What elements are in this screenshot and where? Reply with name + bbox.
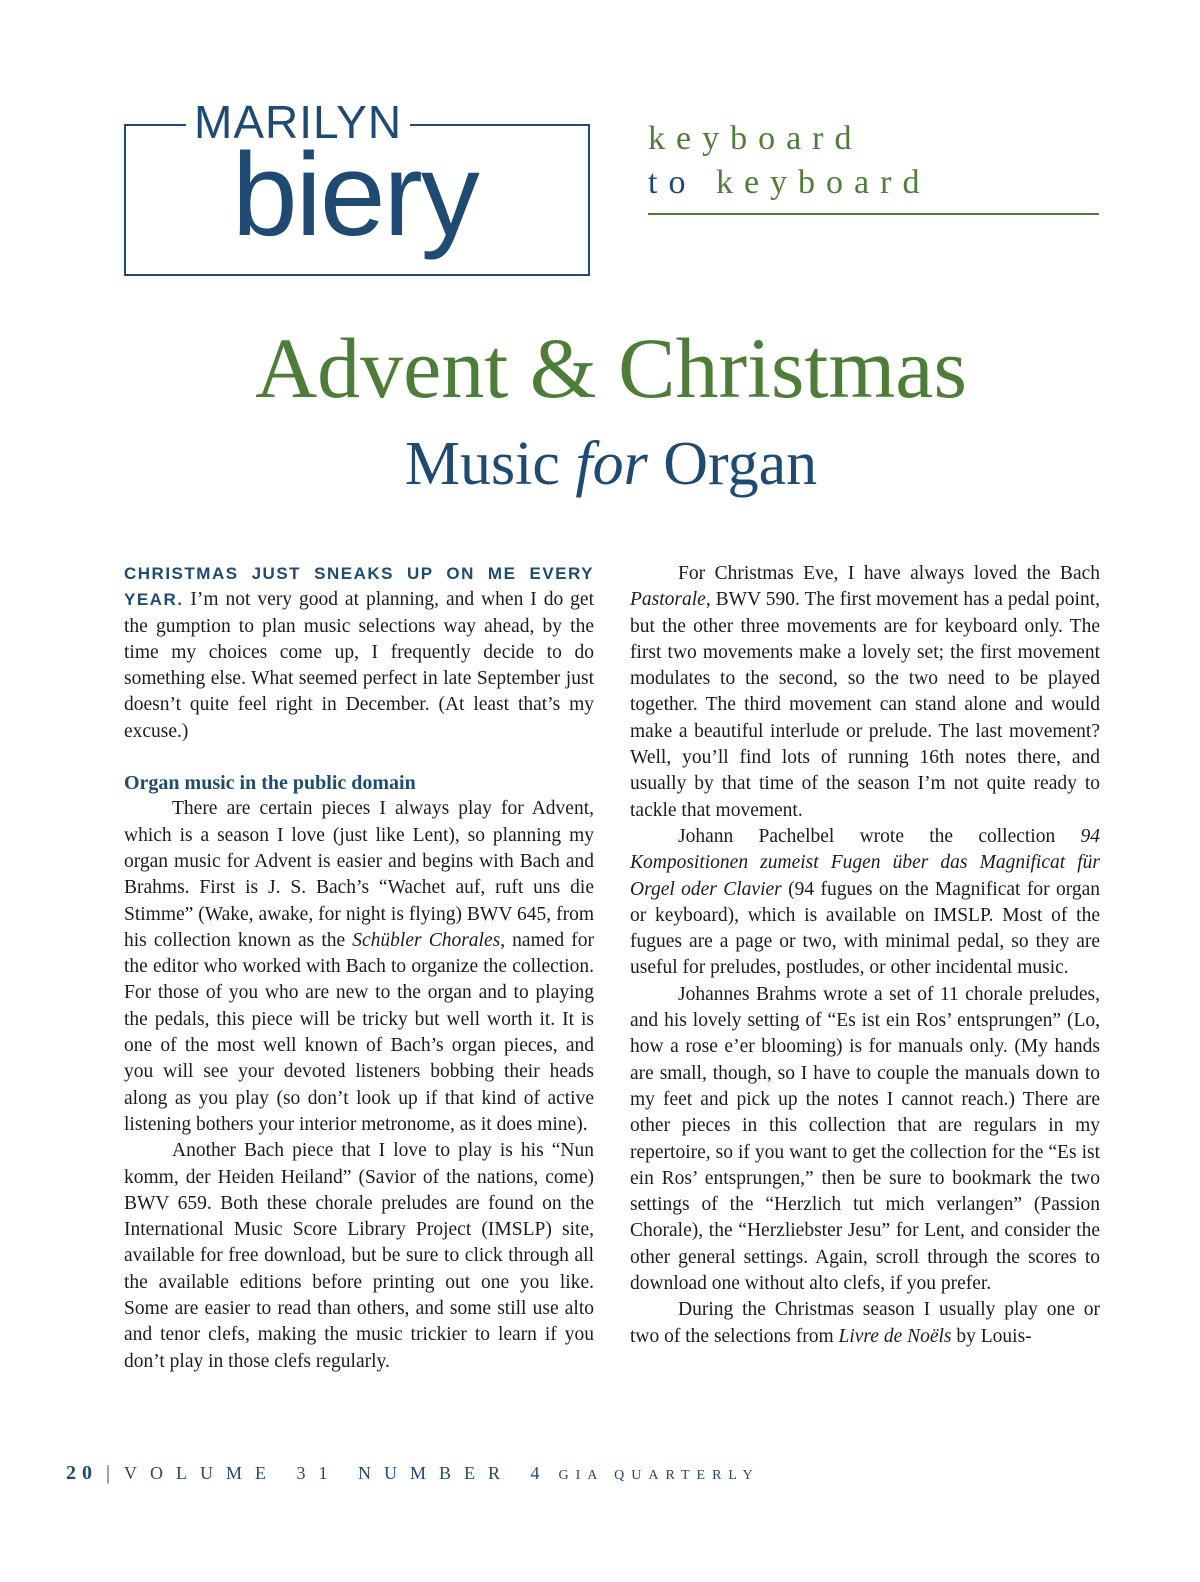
column-name-rest: keyboard (715, 164, 931, 201)
paragraph-text: There are certain pieces I always play for Advent, which is a season I love (just like Lent), so planning my organ music for Advent is easier and begins with Bach and Brahms. First is J. S. Bach’s “Wachet auf, ruft uns die Stimme” (Wake, awake, for night is flying) BWV 645, from his collection known as the (124, 798, 594, 951)
footer-separator: | (106, 1462, 111, 1484)
paragraph-text: During the Christmas season I usually play one or two of the selections from (630, 1299, 1100, 1347)
column-name-line2 (648, 164, 930, 202)
publication-name: GIA QUARTERLY (558, 1468, 760, 1483)
italic-title: Pastorale (630, 589, 706, 611)
column-name-lead: to (648, 164, 697, 201)
paragraph-text: , BWV 590. The first movement has a pedal point, but the other three movements are for keyboard only. The first two movements make a lovely set; the first movement modulates to the second, so the two need to be played together. The third movement can stand alone and would make a beautiful interlude or prelude. The last movement? Well, you’ll find lots of running 16th notes there, and usually by that time of the season I’m not quite ready to tackle that movement. (630, 589, 1100, 821)
paragraph (630, 824, 1100, 982)
volume-info: VOLUME 31 NUMBER 4 (124, 1463, 553, 1483)
lede: CHRISTMAS JUST SNEAKS UP ON ME EVERY YEAR. (124, 564, 594, 610)
article-title: Advent & Christmas (255, 320, 967, 416)
paragraph-text: For Christmas Eve, I have always loved the Bach (678, 563, 1100, 584)
author-first-name: MARILYN (186, 96, 410, 148)
italic-title: Schübler Chorales (352, 929, 501, 951)
paragraph: Johannes Brahms wrote a set of 11 chorale preludes, and his lovely setting of “Es ist ein Ros’ entsprungen” (Lo, how a rose e’er blooming) is for manuals only. (My hands are small, though, so I have to couple the manuals down to my feet and pick up the notes I cannot reach.) There are other pieces in this collection that are regulars in my repertoire, so if you want to get the collection for the “Es ist ein Ros’ entsprungen,” then be sure to bookmark the two settings of the “Herzlich tut mich verlangen” (Passion Chorale), the “Herzliebster Jesu” for Lent, and consider the other general settings. Again, scroll through the scores to download one without alto clefs, if you prefer. (630, 983, 1100, 1295)
paragraph-text: (94 fugues on the Magnificat for organ or keyboard), which is available on IMSLP. Most of the fugues are a page or two, with minimal pedal, so they are useful for preludes, postludes, or other incidental music. (630, 878, 1100, 979)
page-number: 20 (66, 1462, 98, 1484)
paragraph-text: Johann Pachelbel wrote the collection (678, 825, 1081, 847)
paragraph-text: by Louis- (951, 1325, 1032, 1347)
paragraph (630, 561, 1100, 824)
column-rule (648, 213, 1099, 215)
author-last-name: biery (232, 129, 478, 261)
italic-title: Livre de Noëls (838, 1325, 952, 1347)
section-heading: Organ music in the public domain (124, 772, 416, 795)
subtitle-pre: Music (404, 430, 560, 498)
column-name-line1: keyboard (648, 120, 863, 157)
italic-title: 94 Kompositionen zumeist Fugen über das Magnificat für Orgel oder Clavier (630, 825, 1100, 900)
left-column (124, 561, 594, 1375)
paragraph (124, 796, 594, 1138)
paragraph: Another Bach piece that I love to play is his “Nun komm, der Heiden Heiland” (Savior of the nations, come) BWV 659. Both these chorale preludes are found on the International Music Score Library Project (IMSLP) site, available for free download, but be sure to click through all the available editions before printing out one you like. Some are easier to read than others, and some still use alto and tenor clefs, making the music trickier to learn if you don’t play in those clefs regularly. (124, 1140, 594, 1372)
subtitle-italic: for (575, 430, 648, 498)
subtitle-post: Organ (663, 430, 818, 498)
paragraph (630, 1297, 1100, 1350)
page-footer (66, 1462, 760, 1485)
paragraph (124, 561, 594, 745)
paragraph-text: , named for the editor who worked with Bach to organize the collection. For those of you who are new to the organ and to playing the pedals, this piece will be tricky but well worth it. It is one of the most well known of Bach’s organ pieces, and you will see your devoted listeners bobbing their heads along as you play (so don’t look up if that kind of active listening bothers your interior metronome, as it does mine). (124, 929, 594, 1135)
right-column (630, 561, 1100, 1350)
article-subtitle (0, 428, 1200, 500)
paragraph-text: I’m not very good at planning, and when I do get the gumption to plan music selections way ahead, by the time my choices come up, I frequently decide to do something else. What seemed perfect in late September just doesn’t quite feel right in December. (At least that’s my excuse.) (124, 589, 594, 742)
